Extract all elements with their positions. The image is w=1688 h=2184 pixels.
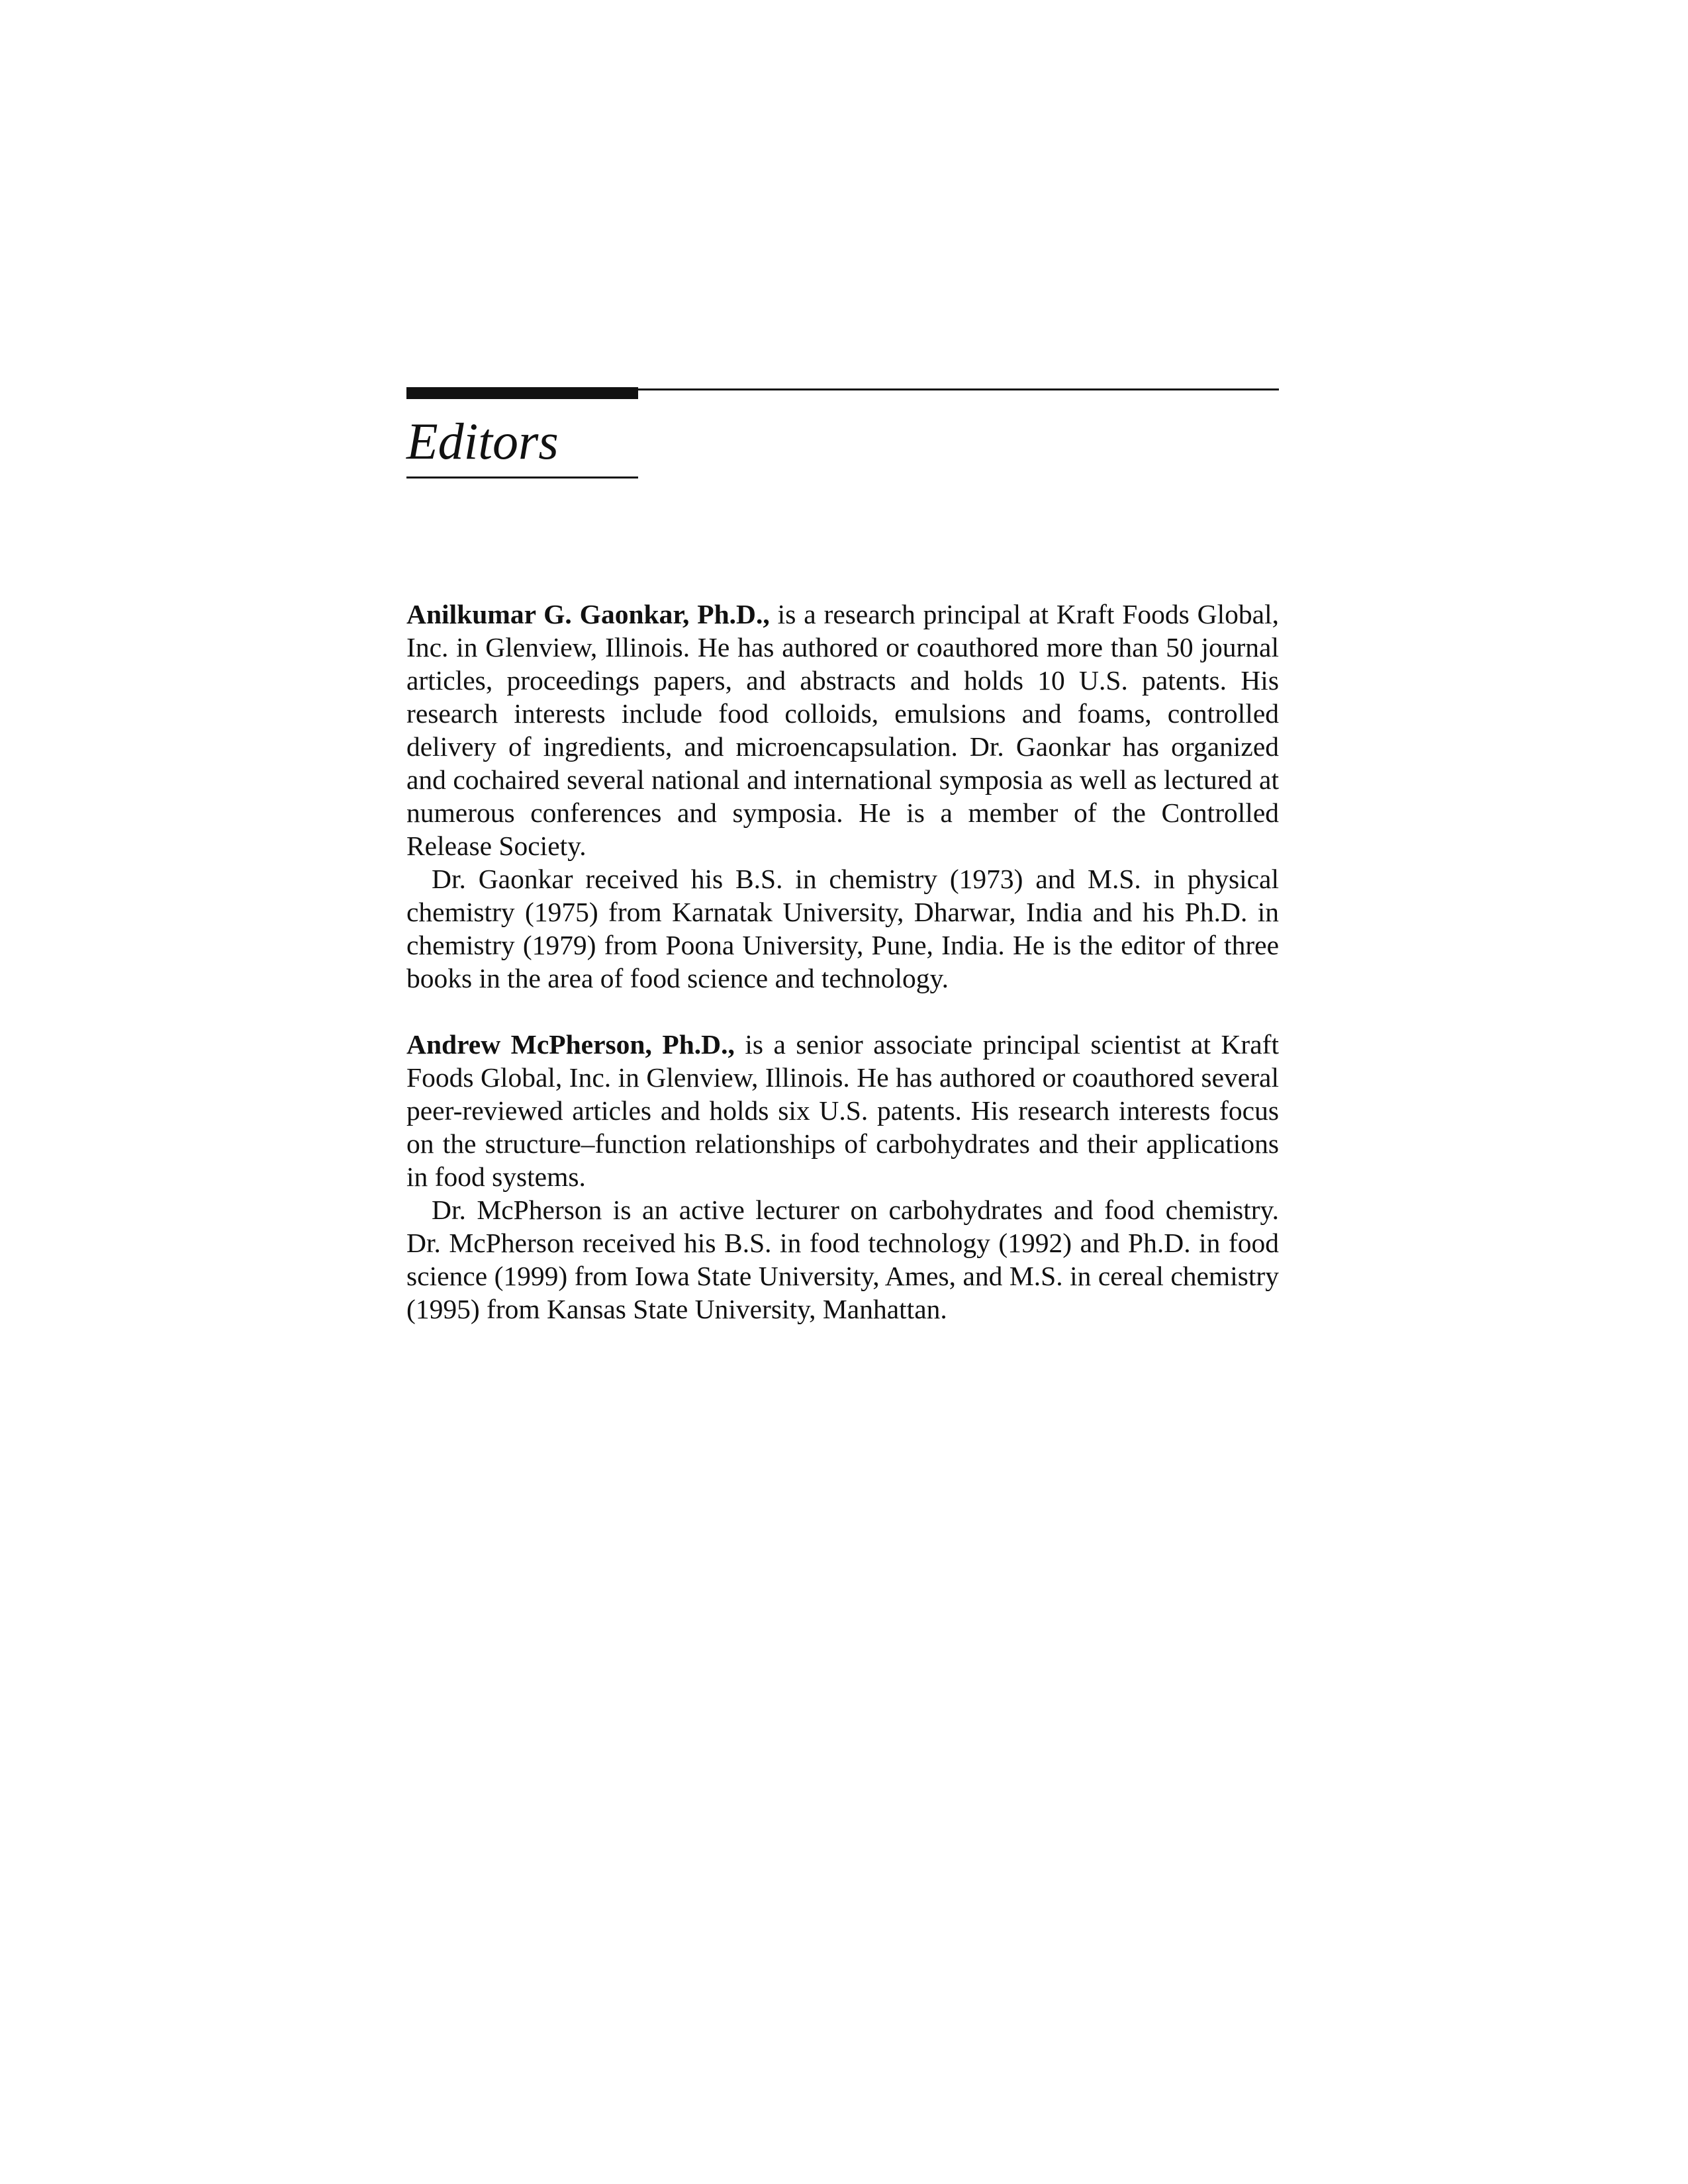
bio-paragraph	[406, 598, 1279, 862]
editor-name: Andrew McPherson, Ph.D.,	[406, 1029, 735, 1060]
bio-text: is a research principal at Kraft Foods Global, Inc. in Glenview, Illinois. He has authored or coauthored more than 50 journal articles, proceedings papers, and abstracts and holds 10 U.S. patents. His research interests include food colloids, emulsions and foams, controlled delivery of ingredients, and microencapsulation. Dr. Gaonkar has organized and cochaired several national and international symposia as well as lectured at numerous conferences and symposia. He is a member of the Controlled Release Society.	[406, 599, 1279, 861]
title-underline	[406, 477, 638, 478]
editor-bio-gaonkar	[406, 598, 1279, 995]
editor-name: Anilkumar G. Gaonkar, Ph.D.,	[406, 599, 770, 629]
bio-paragraph: Dr. McPherson is an active lecturer on carbohydrates and food chemistry. Dr. McPherson received his B.S. in food technology (1992) and Ph.D. in food science (1999) from Iowa State University, Ames, and M.S. in cereal chemistry (1995) from Kansas State University, Manhattan.	[406, 1195, 1279, 1324]
page-title: Editors	[406, 412, 559, 470]
title-rule-thick	[406, 387, 638, 399]
bio-paragraph	[406, 1028, 1279, 1193]
title-rule-thin	[638, 388, 1279, 390]
editor-bio-mcpherson	[406, 1028, 1279, 1326]
bio-text: is a senior associate principal scientist at Kraft Foods Global, Inc. in Glenview, Illinois. He has authored or coauthored several peer-reviewed articles and holds six U.S. patents. His research interests focus on the structure–function relationships of carbohydrates and their applications in food systems.	[406, 1029, 1280, 1192]
bio-paragraph: Dr. Gaonkar received his B.S. in chemistry (1973) and M.S. in physical chemistry (1975) from Karnatak University, Dharwar, India and his Ph.D. in chemistry (1979) from Poona University, Pune, India. He is the editor of three books in the area of food science and technology.	[406, 864, 1279, 993]
